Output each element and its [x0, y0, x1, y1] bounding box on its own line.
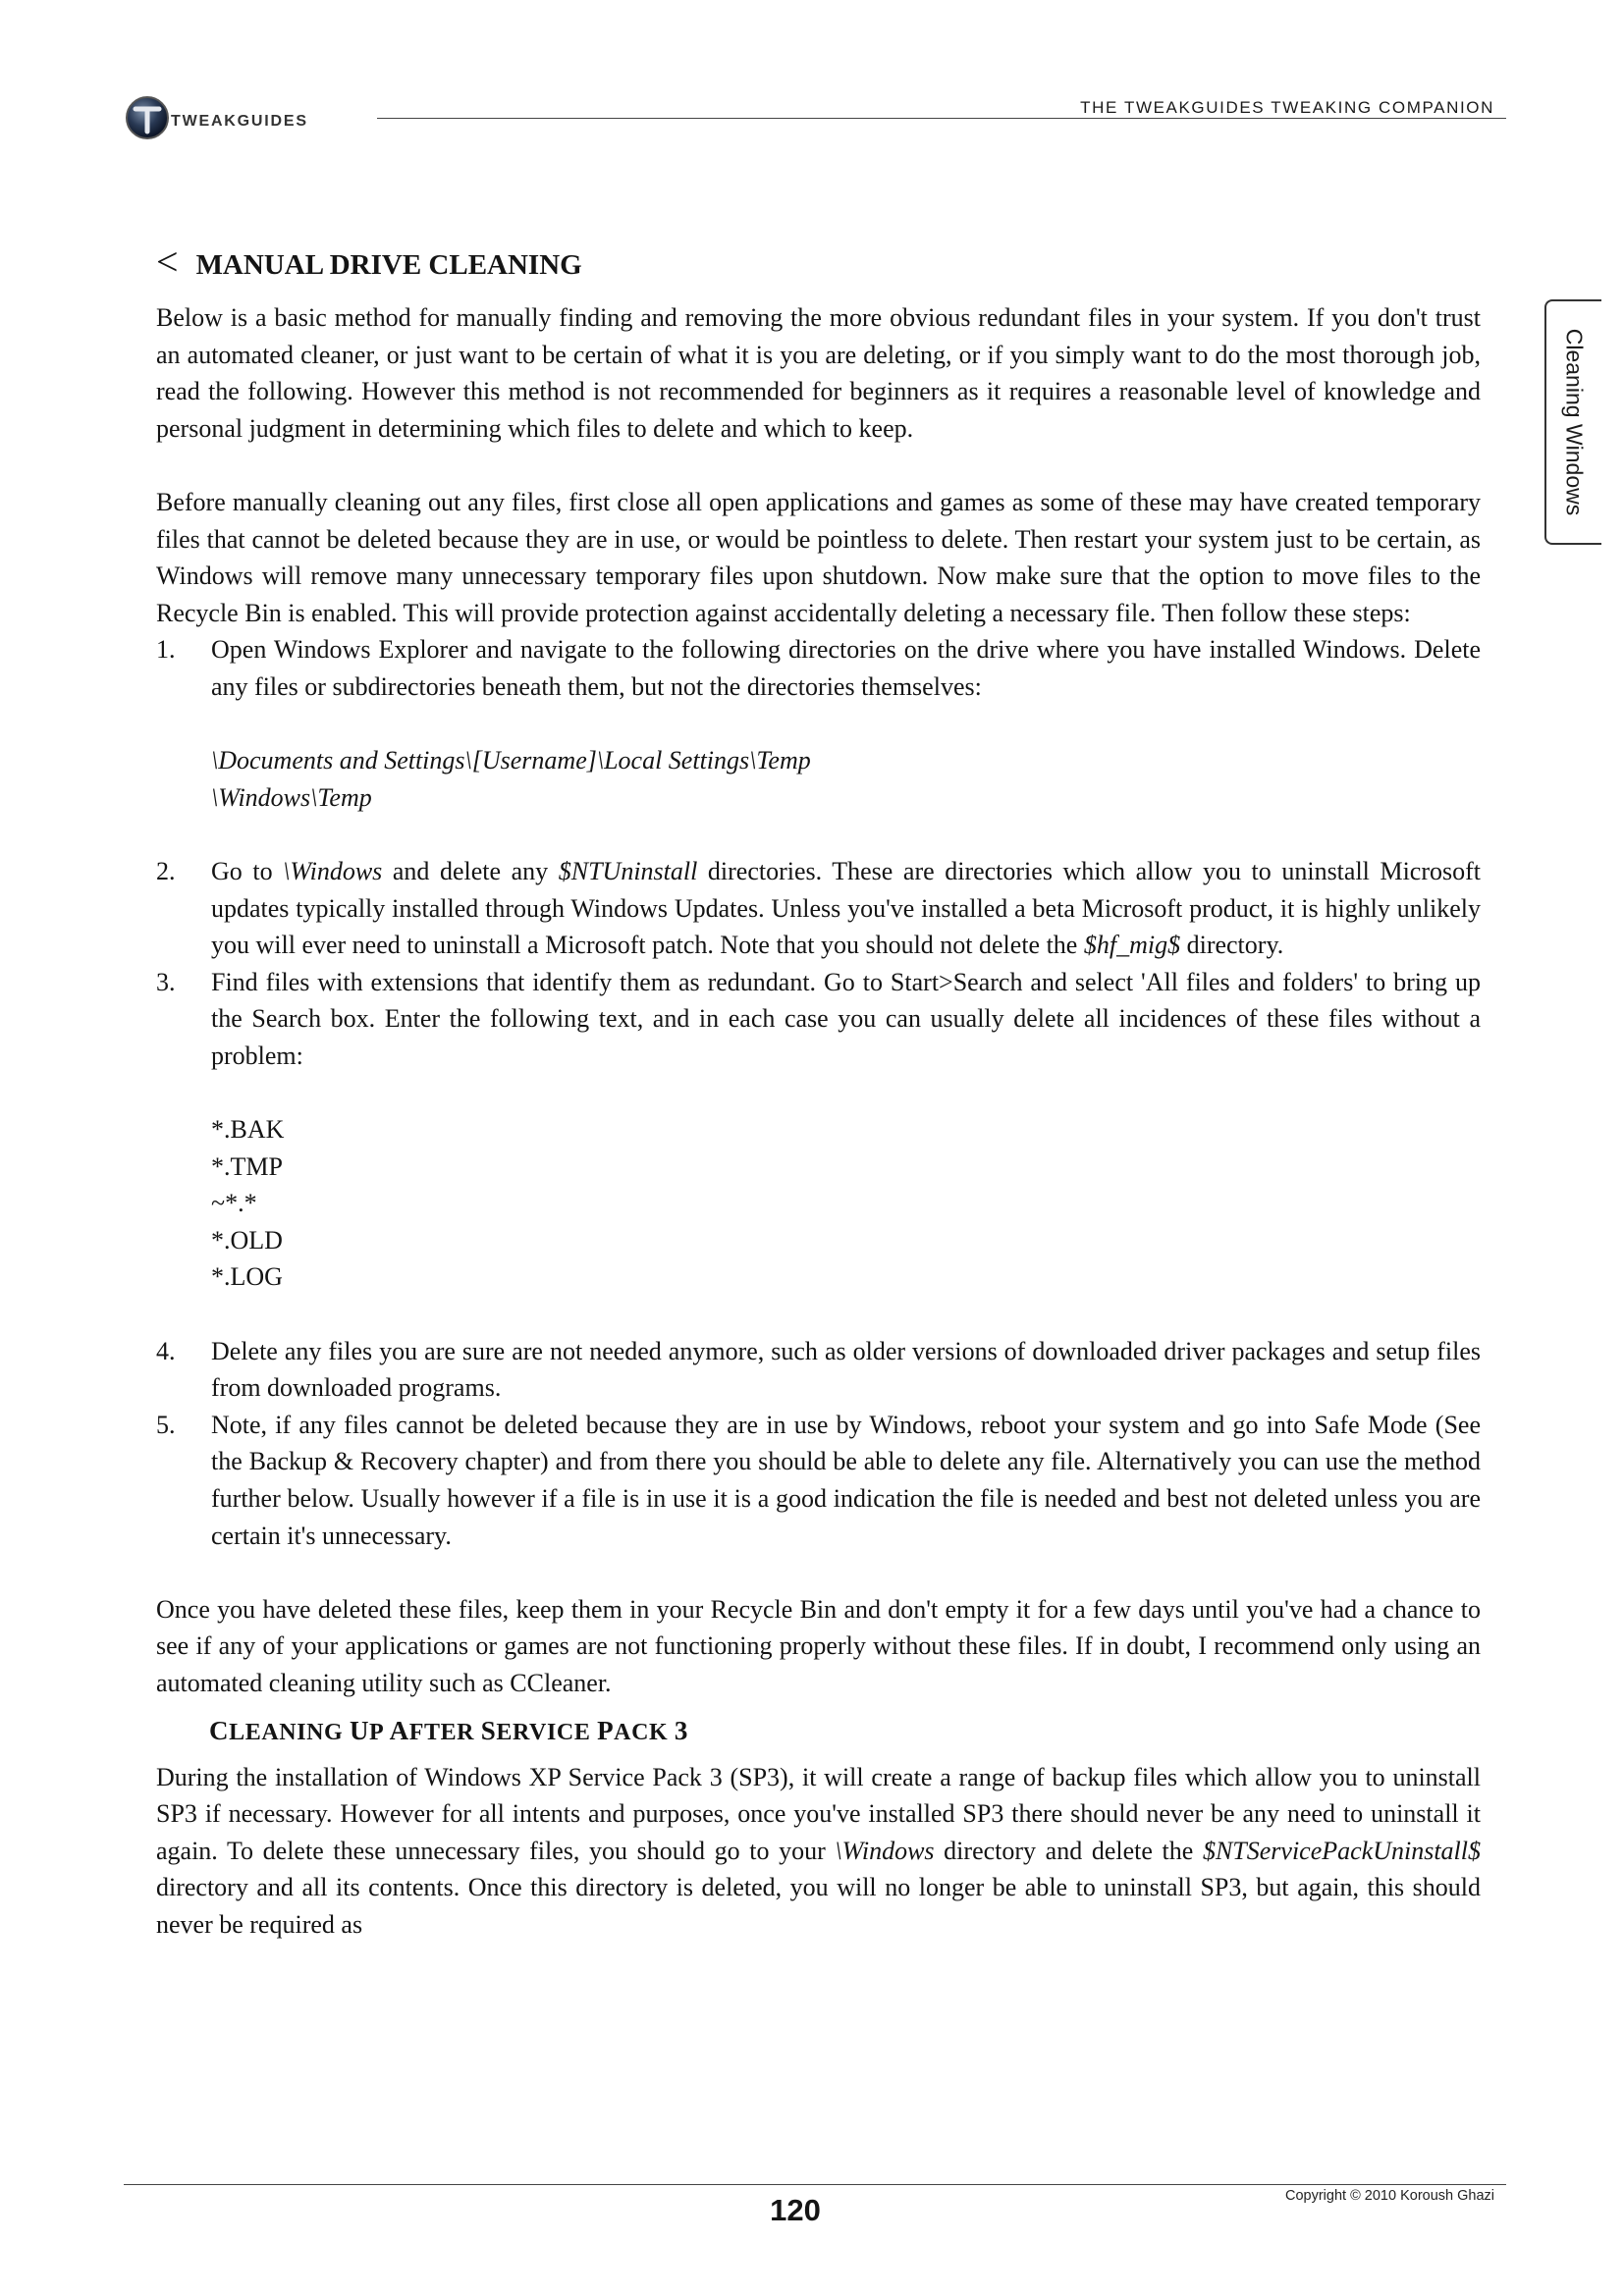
after-steps-paragraph: Once you have deleted these files, keep them in your Recycle Bin and don't empty it for a few days until you've had a chance to see if any of your applications or games are not functioning properly without these files. If in doubt, I recommend only using an automated cleaning utility such as CCleaner.: [156, 1594, 1481, 1697]
file-patterns: [211, 1111, 1481, 1296]
subsection-heading: [209, 1702, 1481, 1759]
steps-list: [156, 631, 1481, 1554]
step-4: [156, 1333, 1481, 1407]
header-rule: [377, 118, 1506, 119]
header-title: THE TWEAKGUIDES TWEAKING COMPANION: [1080, 98, 1494, 117]
intro-paragraph-2: Before manually cleaning out any files, first close all open applications and games as some of these may have created temporary files that cannot be deleted because they are in use, or would be pointless to delete. Then restart your system just to be certain, as Windows will remove many unnecessary temporary files upon shutdown. Now make sure that the option to move files to the Recycle Bin is enabled. This will provide protection against accidentally deleting a necessary file. Then follow these steps:: [156, 487, 1481, 627]
pattern-item: *.BAK: [211, 1115, 285, 1145]
step-1: [156, 631, 1481, 816]
path-windows: \Windows: [835, 1836, 935, 1865]
heading-cap: 3: [674, 1715, 688, 1745]
step-text: directories. These are directories which allow you to uninstall Microsoft updates typically installed through Windows Updates. Unless you've installed a beta Microsoft product, it is highly unlikely you will ever need to uninstall a Microsoft patch. Note that you should not delete the: [211, 856, 1482, 960]
step-number: 5.: [156, 1410, 176, 1439]
paragraph-text: directory and all its contents. Once this directory is deleted, you will no longer be able to uninstall SP3, but again, this should never be required as: [156, 1873, 1481, 1939]
paragraph-text: directory and delete the: [934, 1836, 1203, 1865]
folder-ntuninstall: $NTUninstall: [558, 856, 698, 885]
section-heading: [156, 240, 1481, 290]
step-5: [156, 1407, 1481, 1554]
sp3-paragraph: [156, 1759, 1481, 1944]
heading-cap: C: [209, 1715, 230, 1745]
heading-rest: ACK: [614, 1719, 675, 1745]
step-number: 2.: [156, 856, 176, 885]
heading-cap: A: [389, 1715, 409, 1745]
chapter-side-tab: [1544, 299, 1601, 545]
heading-rest: P: [369, 1719, 390, 1745]
pattern-item: *.OLD: [211, 1225, 283, 1255]
tweakguides-logo: [124, 94, 359, 143]
page-number: 120: [770, 2193, 821, 2227]
path-item: \Windows\Temp: [211, 782, 372, 812]
heading-rest: FTER: [408, 1719, 481, 1745]
step-text: Find files with extensions that identify them as redundant. Go to Start>Search and select 'All files and folders' to bring up the Search box. Enter the following text, and in each case you can usually delete all incidences of these files without a problem:: [211, 967, 1481, 1070]
chapter-side-tab-label: Cleaning Windows: [1561, 328, 1588, 516]
step-number: 3.: [156, 967, 176, 996]
step-3: [156, 964, 1481, 1296]
step-text: Delete any files you are sure are not needed anymore, such as older versions of downloaded driver packages and setup files from downloaded programs.: [211, 1336, 1481, 1403]
heading-cap: S: [480, 1715, 497, 1745]
heading-rest: ERVICE: [496, 1719, 598, 1745]
pattern-item: *.TMP: [211, 1151, 283, 1181]
path-item: \Documents and Settings\[Username]\Local Settings\Temp: [211, 746, 811, 775]
intro-paragraph-1: Below is a basic method for manually finding and removing the more obvious redundant files in your system. If you don't trust an automated cleaner, or just want to be certain of what it is you are deleting, or if you simply want to do the most thorough job, read the following. However this method is not recommended for beginners as it requires a reasonable level of knowledge and personal judgment in determining which files to delete and which to keep.: [156, 303, 1481, 443]
step-text: Open Windows Explorer and navigate to the following directories on the drive where you have installed Windows. Delete any files or subdirectories beneath them, but not the directories themselves:: [211, 635, 1481, 701]
footer-rule: [124, 2184, 1506, 2185]
step-number: 1.: [156, 635, 176, 665]
path-windows: \Windows: [283, 856, 383, 885]
step-text: and delete any: [382, 856, 559, 885]
logo-text: TWEAKGUIDES: [171, 113, 308, 130]
copyright-text: Copyright © 2010 Koroush Ghazi: [1285, 2188, 1494, 2204]
heading-cap: U: [349, 1715, 370, 1745]
pattern-item: ~*.*: [211, 1189, 257, 1218]
temp-paths: [211, 742, 1481, 816]
section-title: MANUAL DRIVE CLEANING: [195, 248, 582, 281]
step-text: Go to: [211, 856, 284, 885]
pattern-item: *.LOG: [211, 1262, 283, 1292]
page-content: [156, 240, 1481, 1944]
folder-ntservicepackuninstall: $NTServicePackUninstall$: [1202, 1836, 1481, 1865]
step-2: [156, 853, 1481, 964]
folder-hf-mig: $hf_mig$: [1083, 931, 1181, 960]
step-number: 4.: [156, 1336, 176, 1365]
step-text: Note, if any files cannot be deleted because they are in use by Windows, reboot your system and go into Safe Mode (See the Backup & Recovery chapter) and from there you should be able to delete any file. Alternatively you can use the method further below. Usually however if a file is in use it is a good indication the file is needed and best not deleted unless you are certain it's unnecessary.: [211, 1410, 1481, 1550]
heading-cap: P: [597, 1715, 615, 1745]
section-marker: <: [156, 240, 179, 284]
step-text: directory.: [1180, 931, 1284, 960]
paragraph-text: During the installation of Windows XP Service Pack 3 (SP3), it will create a range of backup files which allow you to uninstall SP3 if necessary. However for all intents and purposes, once you've installed SP3 there should never be any need to uninstall it again. To delete these unnecessary files, you should go to your: [156, 1762, 1481, 1865]
heading-rest: LEANING: [229, 1719, 350, 1745]
